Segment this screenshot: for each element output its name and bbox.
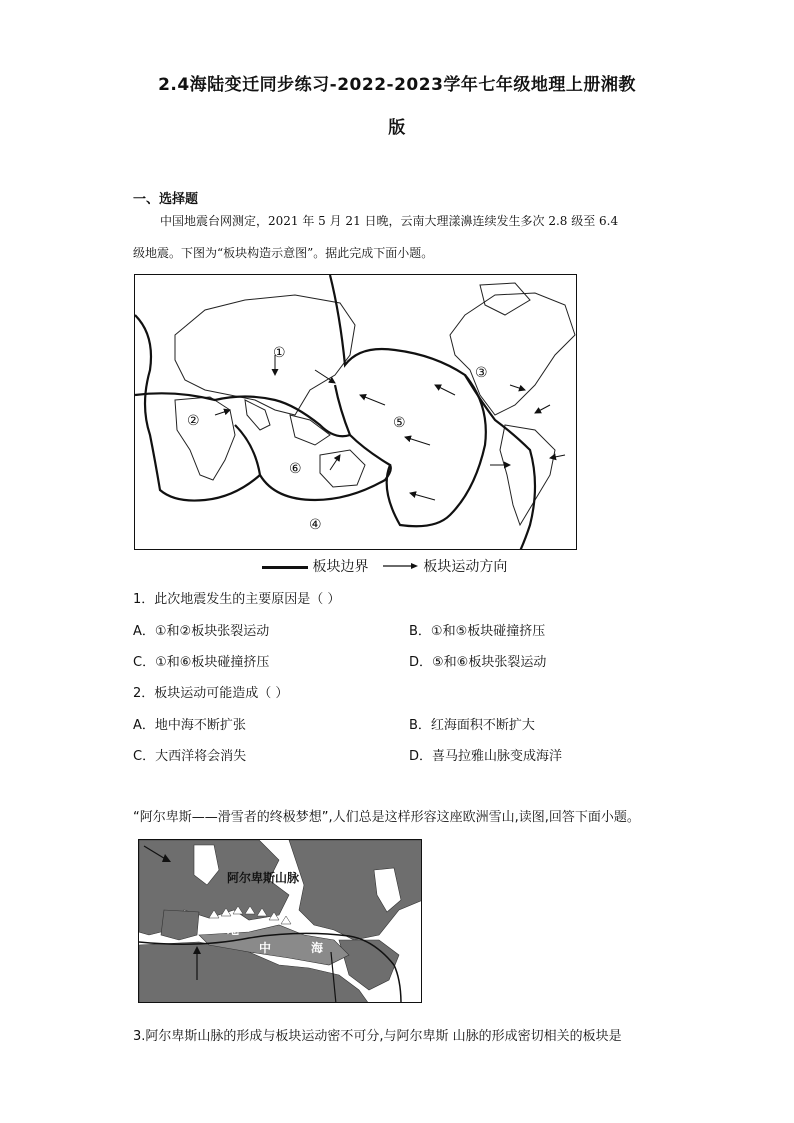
q2-option-a[interactable]: A．地中海不断扩张 [133,718,246,733]
doc-title-line2: 版 [388,118,406,138]
plate-label-6: ⑥ [289,461,302,477]
q1-option-a[interactable]: A．①和②板块张裂运动 [133,624,270,639]
motion-arrow [330,455,340,470]
question-1-stem: 1．此次地震发生的主要原因是（ ） [133,592,341,607]
intro-text-line2: 级地震。下图为“板块构造示意图”。据此完成下面小题。 [133,246,434,260]
boundary-eurasia-south [135,393,350,436]
continent-africa [175,397,235,480]
legend-boundary-line [262,566,308,569]
alps-mountain-label: 阿尔卑斯山脉 [227,871,300,885]
alps-map-svg [139,840,422,1003]
boundary-american-east [465,375,535,550]
question-2-stem: 2．板块运动可能造成（ ） [133,686,289,701]
continent-north-america [450,293,575,415]
motion-arrow [550,455,565,458]
intro-text-line1: 中国地震台网测定，2021 年 5 月 21 日晚，云南大理漾濞连续发生多次 2.8 级至 6.4 [160,214,619,228]
q2-option-d[interactable]: D．喜马拉雅山脉变成海洋 [409,749,563,764]
continent-greenland [480,283,530,315]
sea-char-1: 地 [227,923,240,937]
motion-arrow [410,493,435,500]
plate-label-4: ④ [309,517,322,533]
section-heading: 一、选择题 [133,192,199,207]
plate-label-5: ⑤ [393,415,406,431]
land-iberia [161,910,199,940]
q1-option-c[interactable]: C．①和⑥板块碰撞挤压 [133,655,270,670]
map-legend [262,556,507,576]
continent-south-america [500,425,555,525]
plate-label-2: ② [187,413,200,429]
motion-arrow [215,410,230,415]
q1-option-b[interactable]: B．①和⑤板块碰撞挤压 [409,624,546,639]
legend-boundary-label: 板块边界 [312,559,369,575]
motion-arrow [405,437,430,445]
doc-title-line1: 2.4海陆变迁同步练习-2022-2023学年七年级地理上册湘教 [158,75,636,95]
motion-arrow [360,395,385,405]
plate-map-svg [135,275,577,550]
legend-direction-label: 板块运动方向 [423,559,508,575]
plate-tectonics-map [134,274,577,550]
plate-label-3: ③ [475,365,488,381]
continent-arabia-india [245,400,270,430]
q2-option-b[interactable]: B．红海面积不断扩大 [409,718,535,733]
sea-char-3: 海 [311,941,324,955]
boundary-indo-australian [235,425,391,500]
boundary-pacific-rim [330,275,486,526]
motion-arrow [510,385,525,390]
continent-australia [320,450,365,487]
alps-map [138,839,422,1003]
plate-label-1: ① [273,345,286,361]
motion-arrow [435,385,455,395]
legend-arrow-icon [383,559,419,575]
q2-option-c[interactable]: C．大西洋将会消失 [133,749,247,764]
sea-char-2: 中 [259,941,272,955]
alps-intro-paragraph: “阿尔卑斯——滑雪者的终极梦想”,人们总是这样形容这座欧洲雪山,读图,回答下面小题。 [133,810,640,825]
motion-arrow [535,405,550,413]
question-3-stem: 3.阿尔卑斯山脉的形成与板块运动密不可分,与阿尔卑斯 山脉的形成密切相关的板块是 [133,1029,622,1044]
boundary-atlantic-ridge [135,315,260,501]
q1-option-d[interactable]: D．⑤和⑥板块张裂运动 [409,655,547,670]
